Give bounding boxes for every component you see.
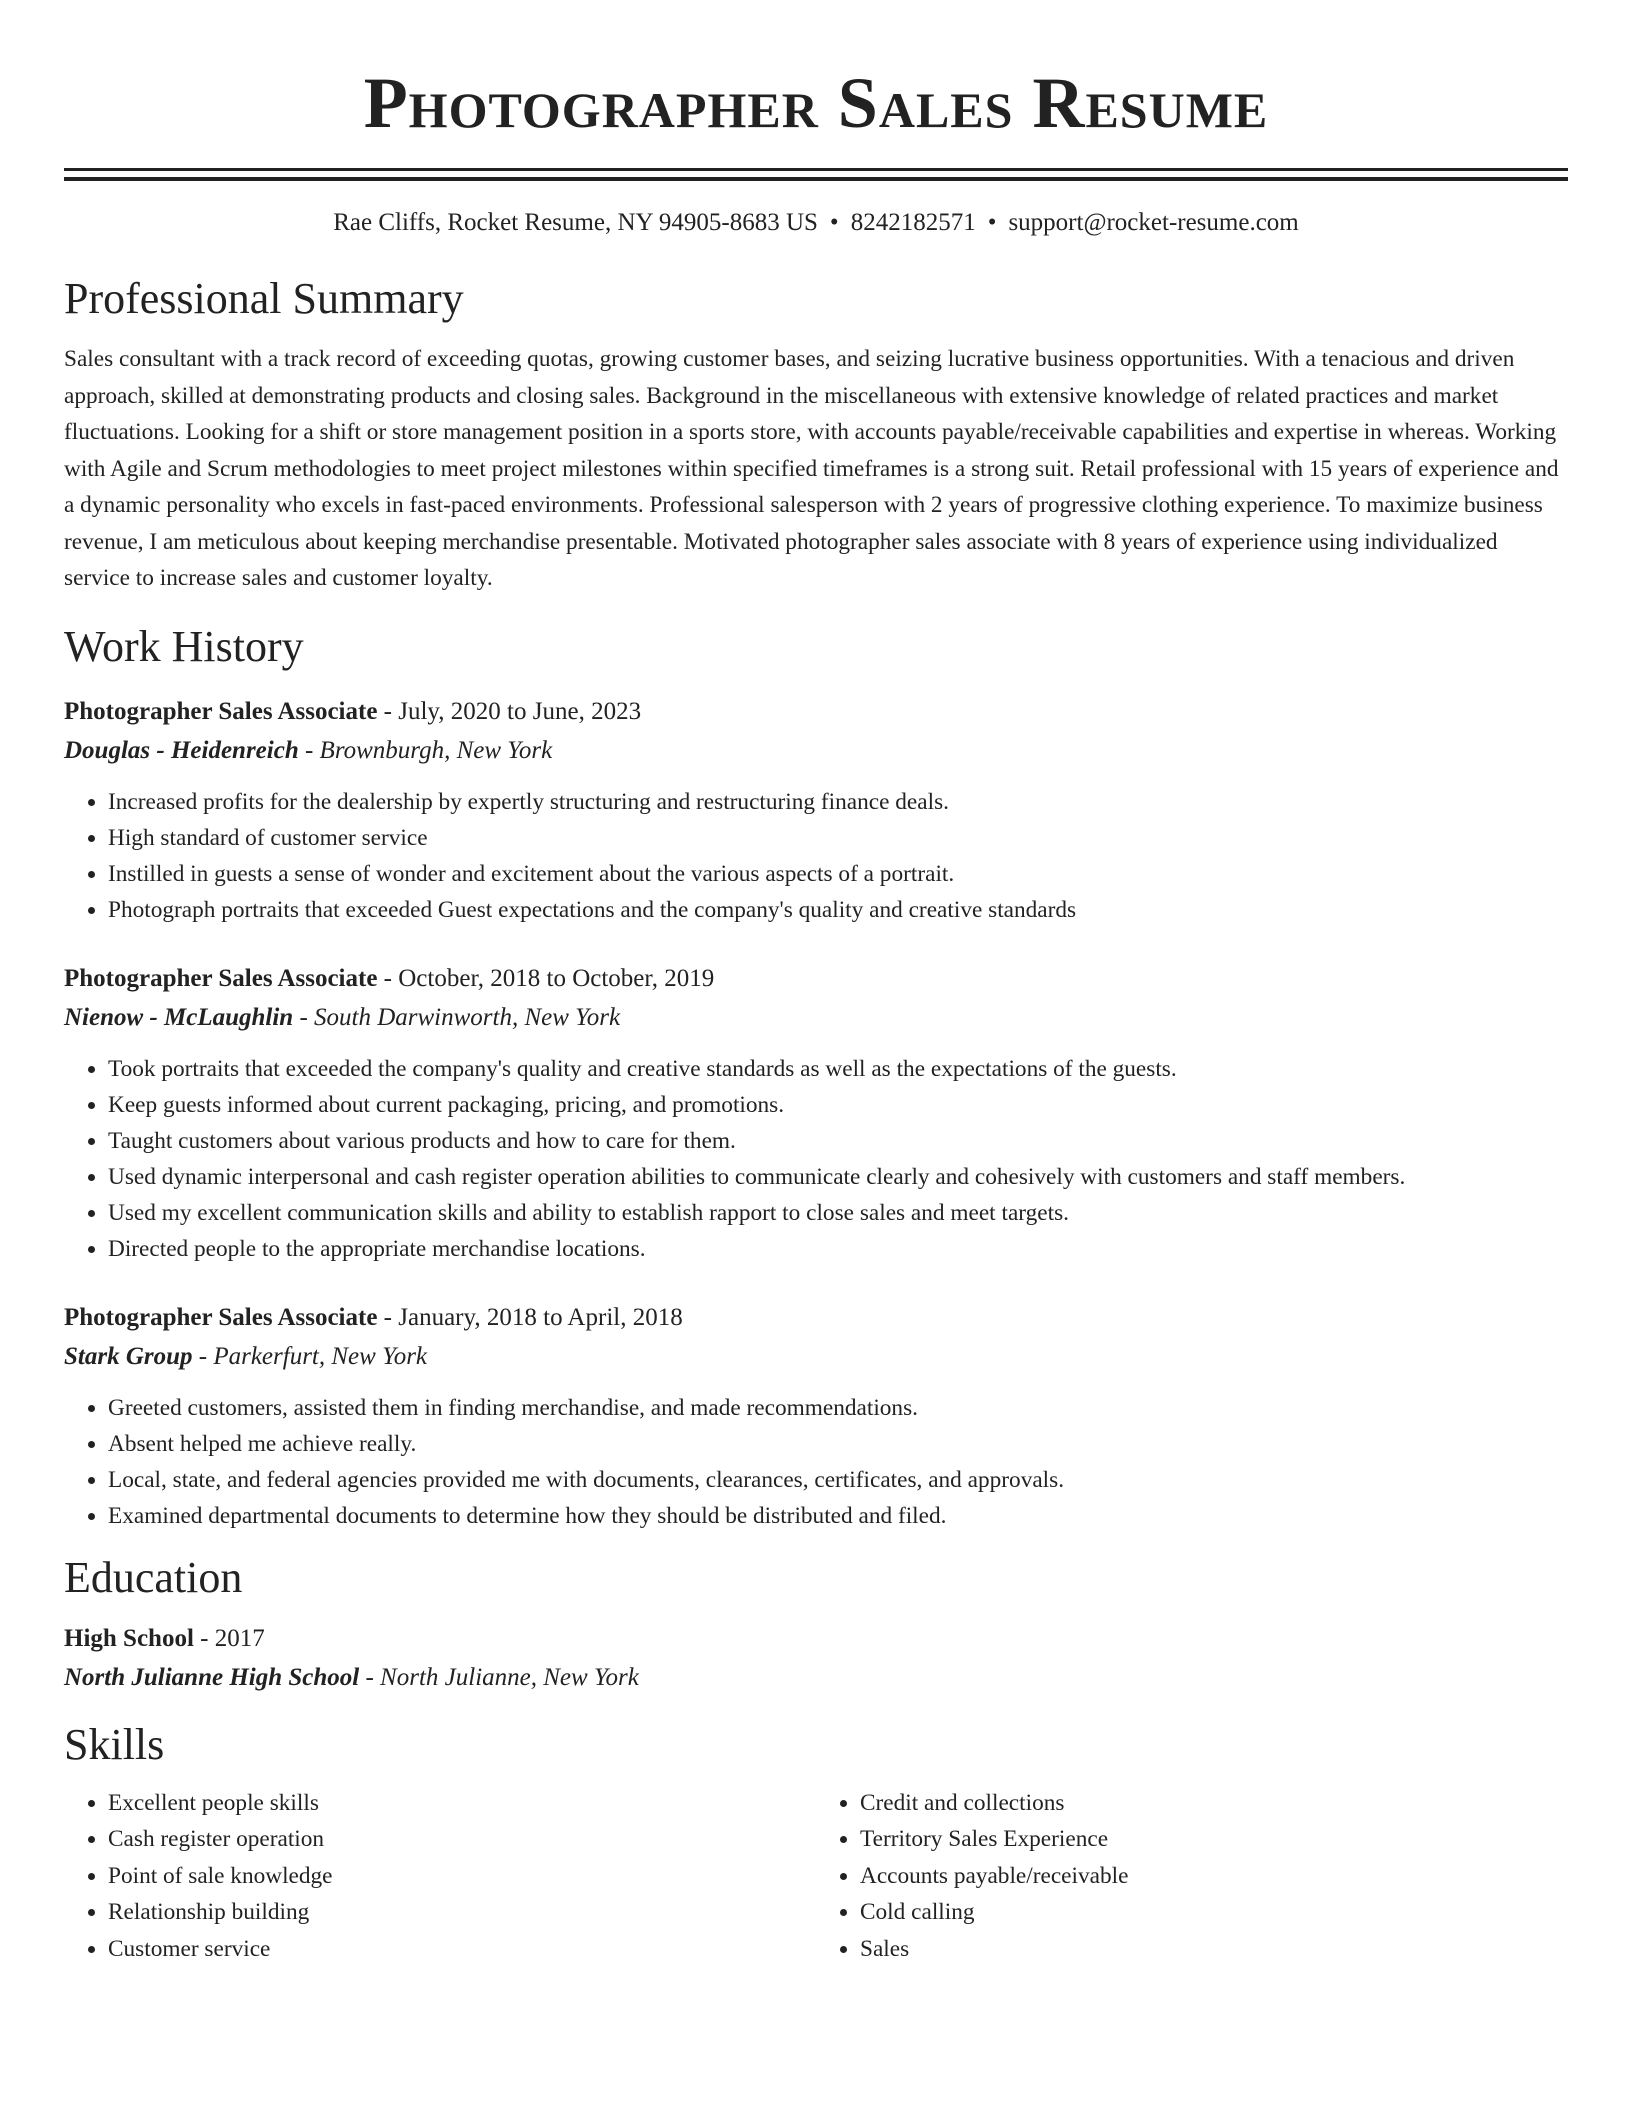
list-item: • Cold calling — [860, 1894, 1568, 1931]
title-divider-top — [64, 168, 1568, 171]
job-dates: - January, 2018 to April, 2018 — [377, 1303, 683, 1331]
degree: High School — [64, 1624, 194, 1652]
list-item: • Keep guests informed about current packaging, pricing, and promotions. — [108, 1087, 1568, 1123]
skills-list-left — [64, 1785, 816, 1968]
list-item: • Took portraits that exceeded the company's quality and creative standards as well as the expectations of the guests. — [108, 1051, 1568, 1087]
education-entry — [64, 1620, 1568, 1697]
list-item: • Local, state, and federal agencies provided me with documents, clearances, certificates, and approvals. — [108, 1462, 1568, 1498]
job-dates: - July, 2020 to June, 2023 — [377, 697, 642, 725]
education-section — [64, 1552, 1568, 1697]
school-name: North Julianne High School — [64, 1663, 360, 1691]
job-title-line — [64, 693, 1568, 731]
skills-columns — [64, 1785, 1568, 1968]
list-item: • Accounts payable/receivable — [860, 1858, 1568, 1895]
company-location: - South Darwinworth, New York — [293, 1003, 621, 1031]
list-item: • Sales — [860, 1931, 1568, 1968]
contact-separator: • — [987, 209, 997, 236]
section-heading-skills: Skills — [64, 1719, 165, 1769]
title-divider-bottom — [64, 177, 1568, 181]
work-history-section — [64, 621, 1568, 1534]
job-entry — [64, 693, 1568, 928]
job-title-line — [64, 1299, 1568, 1337]
job-title: Photographer Sales Associate — [64, 1303, 378, 1331]
contact-phone: 8242182571 — [850, 209, 976, 236]
section-heading-work: Work History — [64, 621, 304, 671]
company-location: - Parkerfurt, New York — [192, 1342, 428, 1370]
list-item: • Used dynamic interpersonal and cash register operation abilities to communicate clearly and cohesively with customers and staff members. — [108, 1159, 1568, 1195]
job-bullets — [64, 1051, 1568, 1267]
list-item: • Absent helped me achieve really. — [108, 1426, 1568, 1462]
list-item: • Customer service — [108, 1931, 816, 1968]
list-item: • Instilled in guests a sense of wonder and excitement about the various aspects of a portrait. — [108, 856, 1568, 892]
contact-email: support@rocket-resume.com — [1008, 209, 1299, 236]
list-item: • High standard of customer service — [108, 820, 1568, 856]
list-item: • Photograph portraits that exceeded Guest expectations and the company's quality and creative standards — [108, 892, 1568, 928]
job-entry — [64, 960, 1568, 1267]
list-item: • Credit and collections — [860, 1785, 1568, 1822]
contact-address: Rae Cliffs, Rocket Resume, NY 94905-8683 US — [333, 209, 818, 236]
job-title-line — [64, 960, 1568, 998]
page-title: Photographer Sales Resume — [363, 63, 1269, 143]
list-item: • Greeted customers, assisted them in finding merchandise, and made recommendations. — [108, 1390, 1568, 1426]
education-year: - 2017 — [193, 1624, 265, 1652]
company-location: - Brownburgh, New York — [298, 736, 553, 764]
list-item: • Taught customers about various products and how to care for them. — [108, 1123, 1568, 1159]
list-item: • Increased profits for the dealership by expertly structuring and restructuring finance deals. — [108, 784, 1568, 820]
list-item: • Point of sale knowledge — [108, 1858, 816, 1895]
list-item: • Cash register operation — [108, 1821, 816, 1858]
list-item: • Used my excellent communication skills and ability to establish rapport to close sales and meet targets. — [108, 1195, 1568, 1231]
degree-line — [64, 1620, 1568, 1658]
job-bullets — [64, 1390, 1568, 1534]
list-item: • Relationship building — [108, 1894, 816, 1931]
list-item: • Directed people to the appropriate merchandise locations. — [108, 1231, 1568, 1267]
skills-section — [64, 1719, 1568, 1968]
job-title: Photographer Sales Associate — [64, 964, 378, 992]
summary-section — [64, 273, 1568, 597]
job-bullets — [64, 784, 1568, 928]
summary-text: Sales consultant with a track record of exceeding quotas, growing customer bases, and seizing lucrative business opportunities. With a tenacious and driven approach, skilled at demonstrating products and closing sales. Background in the miscellaneous with extensive knowledge of related practices and market fluctuations. Looking for a shift or store management position in a sports store, with accounts payable/receivable capabilities and expertise in whereas. Working with Agile and Scrum methodologies to meet project milestones within specified timeframes is a strong suit. Retail professional with 15 years of experience and a dynamic personality who excels in fast-paced environments. Professional salesperson with 2 years of progressive clothing experience. To maximize business revenue, I am meticulous about keeping merchandise presentable. Motivated photographer sales associate with 8 years of experience using individualized service to increase sales and customer loyalty. — [64, 346, 1559, 591]
company-line — [64, 998, 1568, 1037]
company-line — [64, 1337, 1568, 1376]
job-entry — [64, 1299, 1568, 1534]
section-heading-summary: Professional Summary — [64, 274, 464, 323]
contact-separator: • — [829, 209, 839, 236]
section-heading-education: Education — [64, 1552, 243, 1602]
list-item: • Examined departmental documents to determine how they should be distributed and filed. — [108, 1498, 1568, 1534]
contact-line — [64, 207, 1568, 239]
list-item: • Territory Sales Experience — [860, 1821, 1568, 1858]
school-line — [64, 1658, 1568, 1697]
job-title: Photographer Sales Associate — [64, 697, 378, 725]
school-location: - North Julianne, New York — [359, 1663, 639, 1691]
company-name: Nienow - McLaughlin — [64, 1003, 294, 1031]
list-item: • Excellent people skills — [108, 1785, 816, 1822]
company-name: Douglas - Heidenreich — [64, 736, 299, 764]
skills-list-right — [816, 1785, 1568, 1968]
company-line — [64, 731, 1568, 770]
company-name: Stark Group — [64, 1342, 193, 1370]
job-dates: - October, 2018 to October, 2019 — [377, 964, 715, 992]
